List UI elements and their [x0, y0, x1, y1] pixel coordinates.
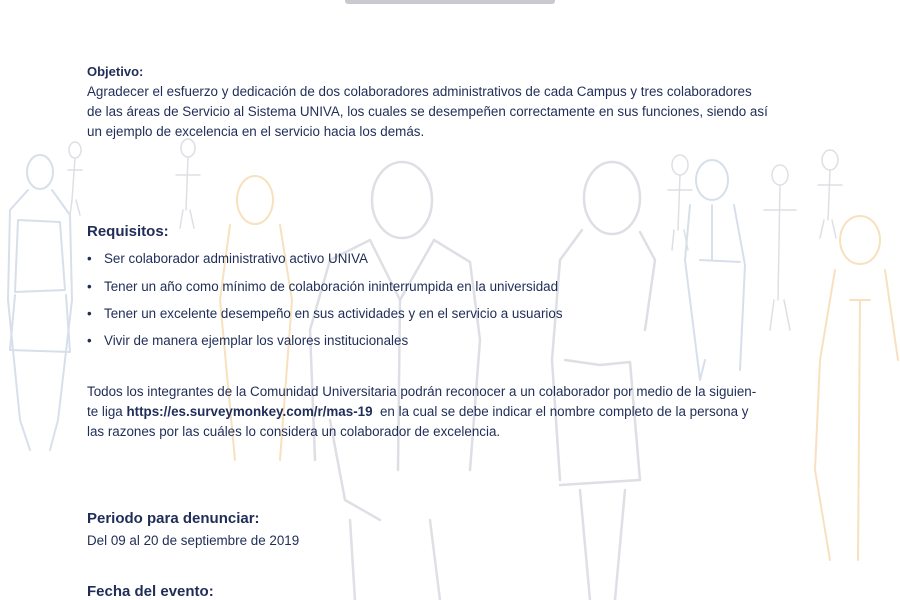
requisito-text: Tener un excelente desempeño en sus actividades y en el servicio a usuarios	[104, 306, 563, 321]
requisito-item	[87, 279, 558, 294]
sketch-figure-orange	[220, 176, 898, 560]
survey-link[interactable]: https://es.surveymonkey.com/r/mas-19	[126, 404, 373, 419]
comunidad-line-2	[87, 402, 827, 422]
sketch-figure-central-woman	[552, 162, 655, 600]
sketch-background-people	[68, 139, 842, 330]
comunidad-line-1: Todos los integrantes de la Comunidad Universitaria podrán reconocer a un colaborador por medio de la siguien-	[87, 384, 757, 399]
requisito-text: Vivir de manera ejemplar los valores institucionales	[104, 333, 409, 348]
objetivo-heading: Objetivo:	[87, 64, 144, 79]
periodo-heading: Periodo para denunciar:	[87, 510, 260, 527]
objetivo-line-3: un ejemplo de excelencia en el servicio hacia los demás.	[87, 124, 425, 139]
bullet-icon: •	[87, 279, 92, 294]
comunidad-paragraph	[87, 382, 827, 442]
objetivo-line-2: de las áreas de Servicio al Sistema UNIVA, los cuales se desempeñen correctamente en sus funciones, siendo así	[87, 104, 768, 119]
bullet-icon: •	[87, 333, 92, 348]
requisito-item	[87, 333, 408, 348]
objetivo-text	[87, 82, 827, 142]
bullet-icon: •	[87, 306, 92, 321]
requisito-item	[87, 251, 368, 266]
comunidad-line-2-suffix: en la cual se debe indicar el nombre completo de la persona y	[372, 404, 749, 419]
sketch-figure-right-man	[685, 160, 745, 380]
comunidad-line-2-prefix: te liga	[87, 404, 127, 419]
bullet-icon: •	[87, 251, 92, 266]
objetivo-line-1: Agradecer el esfuerzo y dedicación de dos colaboradores administrativos de cada Campus y tres colaboradores	[87, 84, 752, 99]
comunidad-line-3: las razones por las cuáles lo considera un colaborador de excelencia.	[87, 424, 501, 439]
requisito-text: Ser colaborador administrativo activo UNIVA	[104, 251, 368, 266]
top-header-strip	[345, 0, 555, 4]
requisito-item	[87, 306, 563, 321]
fecha-evento-heading: Fecha del evento:	[87, 583, 214, 600]
sketch-figure-left-woman	[8, 155, 72, 450]
requisito-text: Tener un año como mínimo de colaboración ininterrumpida en la universidad	[104, 279, 559, 294]
periodo-value: Del 09 al 20 de septiembre de 2019	[87, 533, 300, 548]
requisitos-heading: Requisitos:	[87, 223, 169, 240]
sketch-figure-central-man	[310, 162, 480, 600]
